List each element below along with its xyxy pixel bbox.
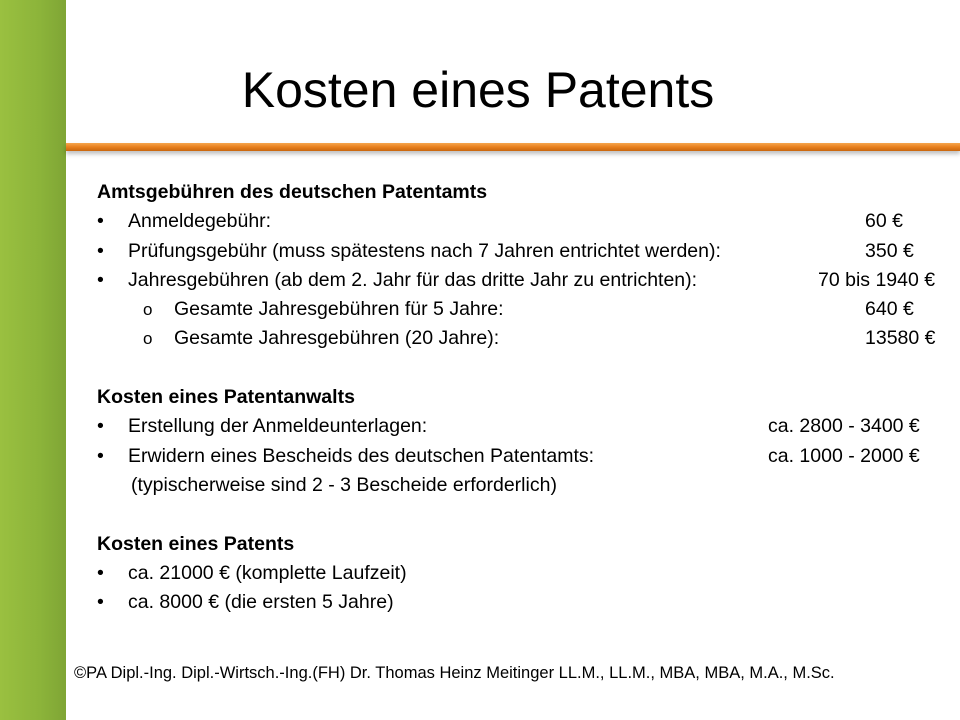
side-accent-bar xyxy=(0,0,66,720)
section-heading-patent: Kosten eines Patents xyxy=(97,532,295,555)
bullet-icon: • xyxy=(97,210,104,233)
item-label: ca. 21000 € (komplette Laufzeit) xyxy=(128,561,407,584)
list-item xyxy=(97,266,957,295)
circle-bullet-icon: o xyxy=(143,329,153,349)
list-item xyxy=(97,559,957,588)
list-item xyxy=(97,237,957,266)
spacer xyxy=(97,354,957,383)
bullet-icon: • xyxy=(97,444,104,467)
list-item xyxy=(97,412,957,441)
item-label: Jahresgebühren (ab dem 2. Jahr für das dritte Jahr zu entrichten): xyxy=(128,268,698,291)
circle-bullet-icon: o xyxy=(143,300,153,320)
bullet-icon: • xyxy=(97,415,104,438)
title-divider xyxy=(66,143,960,151)
bullet-icon: • xyxy=(97,561,104,584)
spacer xyxy=(97,500,957,529)
bullet-icon: • xyxy=(97,591,104,614)
item-value: ca. 2800 - 3400 € xyxy=(768,415,920,438)
list-item xyxy=(97,442,957,471)
note-line xyxy=(97,471,957,500)
list-item xyxy=(97,588,957,617)
bullet-icon: • xyxy=(97,268,104,291)
copyright-footer: ©PA Dipl.-Ing. Dipl.-Wirtsch.-Ing.(FH) Dr. Thomas Heinz Meitinger LL.M., LL.M., MBA, MBA, M.A., M.Sc. xyxy=(74,664,835,682)
item-label: Gesamte Jahresgebühren für 5 Jahre: xyxy=(174,298,504,321)
page-title: Kosten eines Patents xyxy=(241,62,715,118)
sub-list-item xyxy=(97,295,957,324)
list-item xyxy=(97,207,957,236)
item-value: 70 bis 1940 € xyxy=(818,268,936,291)
section-heading-patentanwalt: Kosten eines Patentanwalts xyxy=(97,386,355,409)
item-value: 350 € xyxy=(865,239,914,262)
item-value: ca. 1000 - 2000 € xyxy=(768,444,920,467)
sub-list-item xyxy=(97,324,957,353)
note-text: (typischerweise sind 2 - 3 Bescheide erforderlich) xyxy=(131,473,557,496)
slide-content xyxy=(97,178,957,617)
item-label: Gesamte Jahresgebühren (20 Jahre): xyxy=(174,327,500,350)
bullet-icon: • xyxy=(97,239,104,262)
item-label: Erstellung der Anmeldeunterlagen: xyxy=(128,415,428,438)
item-value: 640 € xyxy=(865,298,914,321)
item-label: ca. 8000 € (die ersten 5 Jahre) xyxy=(128,591,394,614)
item-label: Erwidern eines Bescheids des deutschen Patentamts: xyxy=(128,444,595,467)
item-value: 60 € xyxy=(865,210,903,233)
section-heading-amtsgebuehren: Amtsgebühren des deutschen Patentamts xyxy=(97,181,488,203)
item-label: Prüfungsgebühr (muss spätestens nach 7 Jahren entrichtet werden): xyxy=(128,239,721,262)
item-label: Anmeldegebühr: xyxy=(128,210,272,233)
item-value: 13580 € xyxy=(865,327,936,350)
